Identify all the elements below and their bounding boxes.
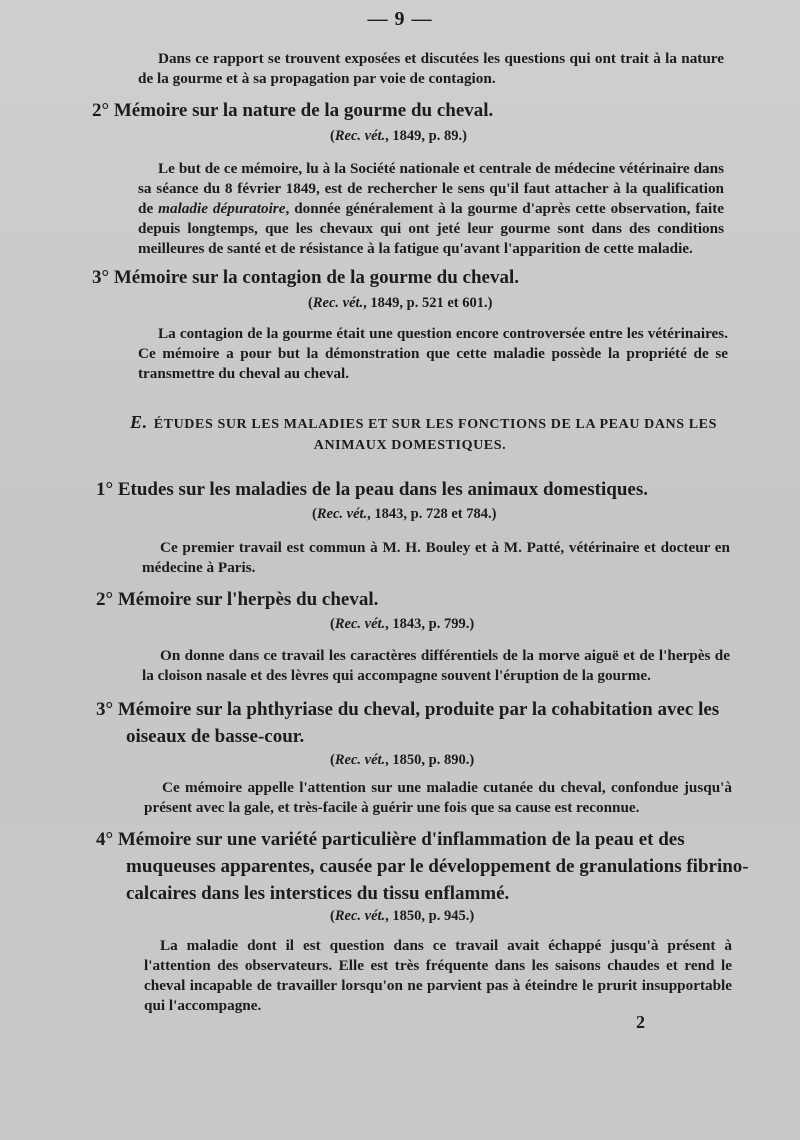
entry-body-contagion: La contagion de la gourme était une question encore controversée entre les vétérinaires. Ce mémoire a pour but la démonstration que cette maladie possède la propriété de se transmettre du cheval au cheval.	[138, 325, 728, 382]
section-heading-line1	[130, 412, 730, 433]
entry-body-phthyriase: Ce mémoire appelle l'attention sur une maladie cutanée du cheval, confondue jusqu'à présent avec la gale, et très-facile à guérir une fois que sa cause est reconnue.	[144, 779, 732, 816]
entry-reference-contagion: (Rec. vét., 1849, p. 521 et 601.)	[308, 295, 493, 311]
entry-body-herpes: On donne dans ce travail les caractères différentiels de la morve aiguë et de l'herpès de la cloison nasale et des lèvres qui accompagne souvent l'éruption de la gourme.	[142, 647, 730, 684]
entry-title-inflammation: 4° Mémoire sur une variété particulière d'inflammation de la peau et des muqueuses apparentes, causée par le développement de granulations fibrino-calcaires dans les interstices du tissu enflammé.	[96, 829, 749, 904]
entry-body-etudes-peau: Ce premier travail est commun à M. H. Bouley et à M. Patté, vétérinaire et docteur en médecine à Paris.	[142, 539, 730, 576]
reference-source: Rec. vét.	[316, 506, 368, 522]
reference-source: Rec. vét.	[334, 128, 386, 144]
body-text-continued: , donnée généralement à la gourme d'après cette observation, faite depuis longtemps, que les chevaux qui ont jeté leur gourme sont dans des conditions meilleures de santé et de résistance à la fatigue qu'avant l'apparition de cette maladie.	[138, 200, 724, 257]
reference-source: Rec. vét.	[334, 908, 386, 924]
reference-details: , 1843, p. 799.)	[385, 616, 475, 632]
entry-title-contagion: 3° Mémoire sur la contagion de la gourme du cheval.	[92, 267, 519, 288]
entry-body-inflammation: La maladie dont il est question dans ce travail avait échappé jusqu'à présent à l'attention des observateurs. Elle est très fréquente dans les saisons chaudes et rend le cheval incapable de travailler lorsqu'on ne parvient pas à éteindre le prurit insupportable qui l'accompagne.	[144, 937, 732, 1014]
body-emphasis: maladie dépuratoire	[158, 200, 286, 217]
entry-reference-phthyriase: (Rec. vét., 1850, p. 890.)	[330, 752, 475, 768]
reference-details: , 1843, p. 728 et 784.)	[367, 506, 497, 522]
reference-source: Rec. vét.	[334, 752, 386, 768]
signature-mark: 2	[636, 1012, 645, 1032]
reference-details: , 1850, p. 945.)	[385, 908, 475, 924]
page-number: — 9 —	[367, 8, 433, 30]
entry-title-herpes: 2° Mémoire sur l'herpès du cheval.	[96, 589, 379, 610]
entry-reference-nature: (Rec. vét., 1849, p. 89.)	[330, 128, 467, 144]
section-heading-line2: ANIMAUX DOMESTIQUES.	[313, 438, 507, 453]
reference-details: , 1849, p. 521 et 601.)	[363, 295, 493, 311]
reference-source: Rec. vét.	[312, 295, 364, 311]
entry-reference-etudes-peau: (Rec. vét., 1843, p. 728 et 784.)	[312, 506, 497, 522]
section-heading-text: ÉTUDES SUR LES MALADIES ET SUR LES FONCTIONS DE LA PEAU DANS LES	[153, 417, 718, 432]
entry-title-phthyriase: 3° Mémoire sur la phthyriase du cheval, produite par la cohabitation avec les oiseaux de basse-cour.	[96, 699, 720, 747]
reference-details: , 1849, p. 89.)	[385, 128, 467, 144]
entry-body-nature	[138, 159, 724, 259]
reference-source: Rec. vét.	[334, 616, 386, 632]
section-letter: E.	[130, 412, 148, 432]
body-text: Le but de ce mémoire, lu à la Société nationale et centrale de médecine vétérinaire dans sa séance du 8 février 1849, est de rechercher le sens qu'il faut attacher à la qualification de	[138, 160, 724, 217]
entry-title-nature: 2° Mémoire sur la nature de la gourme du cheval.	[92, 100, 494, 121]
reference-details: , 1850, p. 890.)	[385, 752, 475, 768]
intro-paragraph: Dans ce rapport se trouvent exposées et discutées les questions qui ont trait à la nature de la gourme et à sa propagation par voie de contagion.	[138, 50, 724, 87]
entry-reference-inflammation: (Rec. vét., 1850, p. 945.)	[330, 908, 475, 924]
entry-reference-herpes: (Rec. vét., 1843, p. 799.)	[330, 616, 475, 632]
entry-title-etudes-peau: 1° Etudes sur les maladies de la peau dans les animaux domestiques.	[96, 479, 649, 500]
